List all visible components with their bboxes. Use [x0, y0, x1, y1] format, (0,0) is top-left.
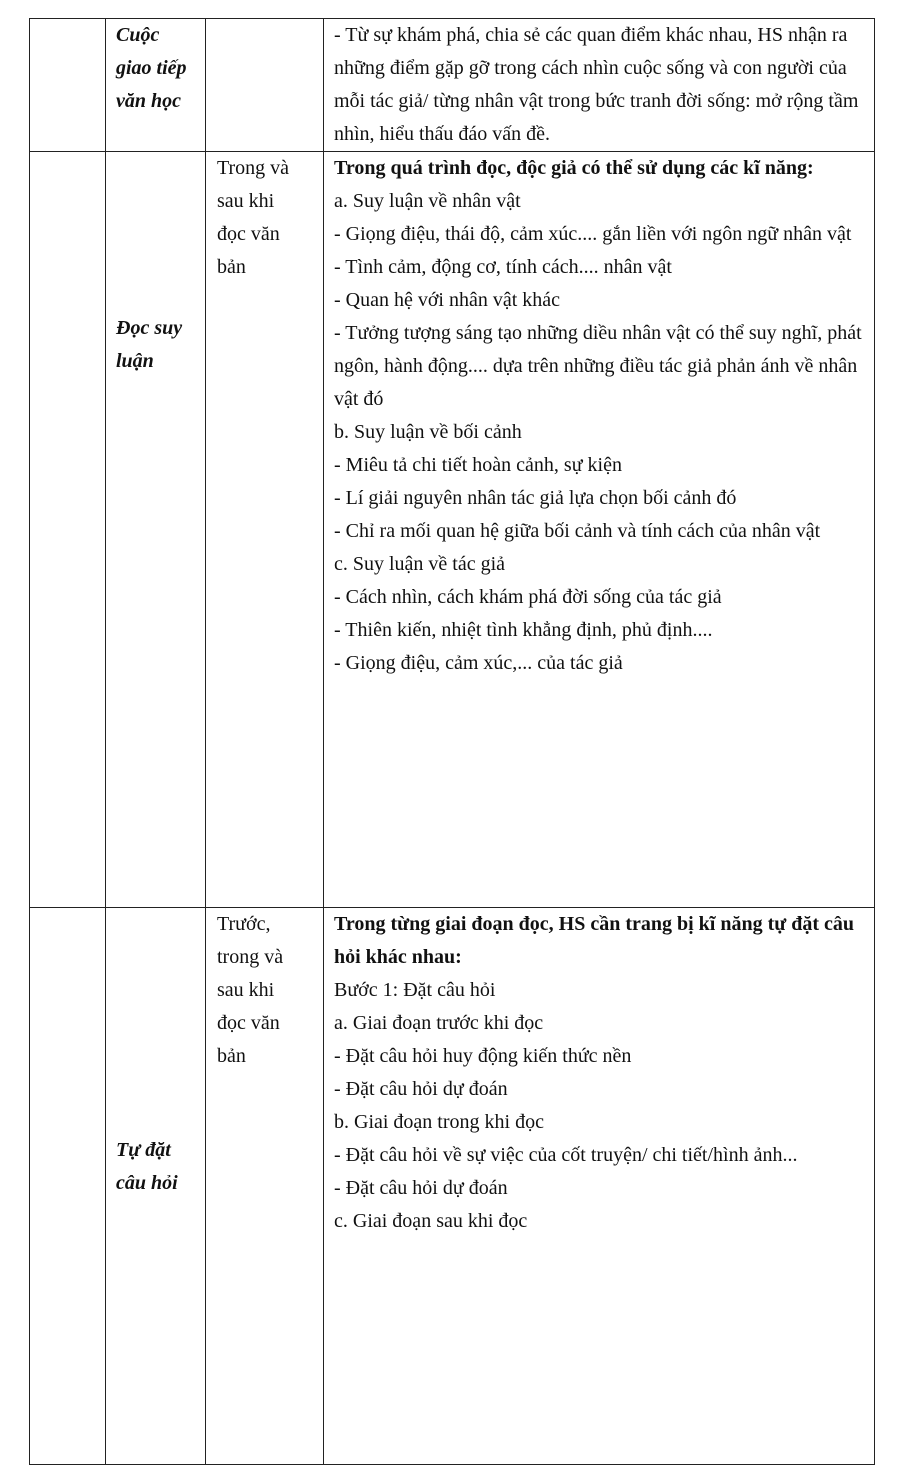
skill-name-cell: [106, 19, 206, 152]
content-line: Bước 1: Đặt câu hỏi: [334, 979, 496, 1001]
skill-name-line: văn học: [116, 90, 181, 112]
content-line: - Đặt câu hỏi về sự việc của cốt truyện/ chi tiết/hình ảnh...: [334, 1144, 798, 1166]
content-line: - Đặt câu hỏi dự đoán: [334, 1177, 508, 1199]
skill-name-line: luận: [116, 350, 154, 372]
skill-name-line: Đọc suy: [116, 317, 183, 339]
stage-line: Trước,: [217, 913, 271, 935]
stage-line: bản: [217, 256, 246, 278]
stage-line: bản: [217, 1045, 246, 1067]
content-cell: [324, 908, 875, 1465]
content-cell: [324, 152, 875, 908]
stage-cell: [206, 152, 324, 908]
blank-cell: [30, 908, 106, 1465]
blank-cell: [30, 19, 106, 152]
content-line: - Giọng điệu, cảm xúc,... của tác giả: [334, 652, 623, 674]
content-line: - Chỉ ra mối quan hệ giữa bối cảnh và tính cách của nhân vật: [334, 520, 821, 542]
stage-line: sau khi: [217, 979, 275, 1001]
content-heading: Trong từng giai đoạn đọc, HS cần trang bị kĩ năng tự đặt câu hỏi khác nhau:: [334, 913, 855, 968]
skill-name-line: Tự đặt: [116, 1139, 171, 1161]
content-heading: Trong quá trình đọc, độc giả có thể sử dụng các kĩ năng:: [334, 157, 814, 179]
skill-name-cell: [106, 908, 206, 1465]
content-line: c. Giai đoạn sau khi đọc: [334, 1210, 528, 1232]
content-line: - Tình cảm, động cơ, tính cách.... nhân vật: [334, 256, 672, 278]
table-row: [30, 19, 875, 152]
content-line: c. Suy luận về tác giả: [334, 553, 506, 575]
content-line: - Thiên kiến, nhiệt tình khẳng định, phủ định....: [334, 619, 713, 641]
content-line: - Miêu tả chi tiết hoàn cảnh, sự kiện: [334, 454, 622, 476]
stage-line: đọc văn: [217, 223, 280, 245]
content-line: b. Giai đoạn trong khi đọc: [334, 1111, 544, 1133]
content-line: a. Suy luận về nhân vật: [334, 190, 521, 212]
content-line: - Lí giải nguyên nhân tác giả lựa chọn bối cảnh đó: [334, 487, 737, 509]
stage-line: sau khi: [217, 190, 275, 212]
content-line: - Cách nhìn, cách khám phá đời sống của tác giả: [334, 586, 722, 608]
stage-cell: [206, 19, 324, 152]
table-row: [30, 152, 875, 908]
content-line: a. Giai đoạn trước khi đọc: [334, 1012, 544, 1034]
blank-cell: [30, 152, 106, 908]
stage-line: đọc văn: [217, 1012, 280, 1034]
skill-name-line: Cuộc: [116, 24, 160, 46]
skill-name-line: giao tiếp: [116, 57, 187, 79]
content-cell: [324, 19, 875, 152]
content-line: - Từ sự khám phá, chia sẻ các quan điểm khác nhau, HS nhận ra những điểm gặp gỡ trong cách nhìn cuộc sống và con người của mỗi tác giả/ từng nhân vật trong bức tranh đời sống: mở rộng tầm nhìn, hiểu thấu đáo vấn đề.: [334, 24, 859, 145]
content-line: - Đặt câu hỏi dự đoán: [334, 1078, 508, 1100]
content-line: - Giọng điệu, thái độ, cảm xúc.... gắn liền với ngôn ngữ nhân vật: [334, 223, 852, 245]
stage-line: trong và: [217, 946, 284, 968]
stage-cell: [206, 908, 324, 1465]
stage-line: Trong và: [217, 157, 290, 179]
content-line: - Quan hệ với nhân vật khác: [334, 289, 561, 311]
content-line: b. Suy luận về bối cảnh: [334, 421, 522, 443]
skill-name-line: câu hỏi: [116, 1172, 178, 1194]
table-row: [30, 908, 875, 1465]
content-line: - Đặt câu hỏi huy động kiến thức nền: [334, 1045, 632, 1067]
reading-skills-table: [29, 18, 875, 1465]
skill-name-cell: [106, 152, 206, 908]
content-line: - Tưởng tượng sáng tạo những diều nhân vật có thể suy nghĩ, phát ngôn, hành động.... dựa trên những điều tác giả phản ánh về nhân vật đó: [334, 322, 862, 410]
